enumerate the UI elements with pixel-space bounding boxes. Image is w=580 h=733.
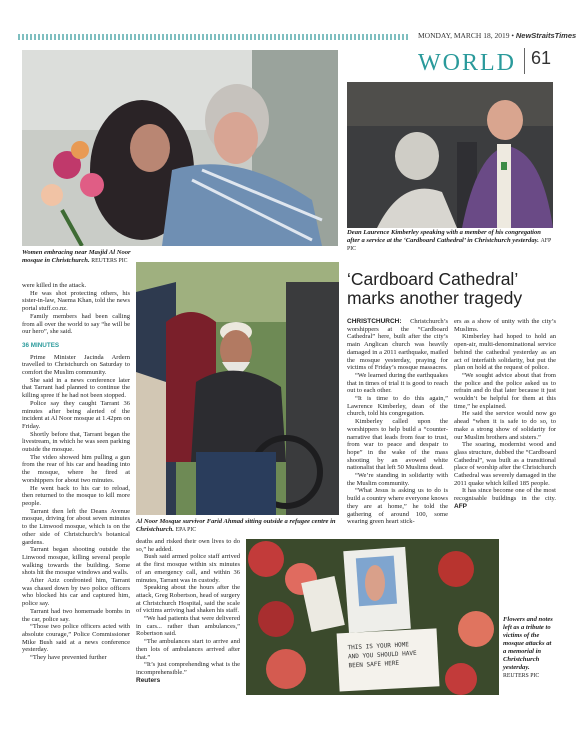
- photo-cathedral-dean: [347, 82, 553, 228]
- subhead-36-minutes: 36 MINUTES: [22, 341, 60, 349]
- photo-survivor: [136, 262, 339, 515]
- left-article-col2: deaths and risked their own lives to do so,” he added. Bush said armed police staff arrived at the first mosque within six minutes of an emergency call, and within 36 minutes, Tarrant was in custody. Speaking about the hours after the attack, Greg Robertson, head of surgery at Christchurch Hospital, said the scale of victims arriving had shaken his staff. “We had patients that were delivered in cars... rather than ambulances,” Robertson said. “The ambulances start to arrive and then lots of ambulances arrived after that.” “It’s just comprehending what is the incomprehensible.” Reuters: [136, 538, 240, 684]
- header-divider: [524, 48, 525, 74]
- photo-memorial-art: [246, 539, 499, 695]
- photo-embracing-women-art: [22, 50, 338, 246]
- memorial-card-text: THIS IS YOUR HOME AND YOU SHOULD HAVE BEEN SAFE HERE: [347, 641, 417, 670]
- right-article-dateline: CHRISTCHURCH:: [347, 318, 402, 325]
- right-article-col1: CHRISTCHURCH: Christchurch’s worshippers at the “Cardboard Cathedral” here, built after the city’s main Anglican church was heavily damaged in a 2011 earthquake, mailed the mosque yesterday, praying for victims of Friday’s mosque massacres. “We learned during the earthquakes that in times of trial it is good to reach out to each other. “It is time to do this again,” Lawrence Kimberley, dean of the church, told his congregation. Kimberley called upon the worshippers to help build a “counter-narrative that leads from fear to trust, from war to peace and despair to hope” in the wake of the mass shooting by an avowed white nationalist that left 50 Muslims dead. “We’re standing in solidarity with the Muslim community. “What Jesus is asking us to do is build a country where everyone knows they are at home,” he told the gathering of around 100, some wearing green heart stick-: [347, 318, 448, 526]
- photo-survivor-art: [136, 262, 339, 515]
- caption-photo2: Dean Laurence Kimberley speaking with a member of his congregation after a service at the ‘Cardboard Cathedral’ in Christchurch yesterday. AFP PIC: [347, 229, 552, 252]
- photo-cathedral-dean-art: [347, 82, 553, 228]
- right-article-col2: ers as a show of unity with the city’s Muslims. Kimberley had hoped to hold an open-air, multi-denominational service behind the cathedral yesterday as an act of interfaith solidarity, but put the plan on hold at the request of police. “We sought advice about that from the police and the police asked us to refrain and do that later because it just wouldn’t be helpful for them at this time,” he explained. He said the service would now go ahead “when it is safe to do so, to make a strong show of solidarity for our Muslim brothers and sisters.” The soaring, modernist wood and glass structure, dubbed the “Cardboard Cathedral”, was built as a transitional place of worship after the Christchurch Cathedral was severely damaged in the 2011 quake which killed 185 people. It has since become one of the most recognisable buildings in the city. AFP: [454, 318, 556, 510]
- header-stripe: [18, 34, 410, 40]
- left-article-col1: were killed in the attack. He was shot protecting others, his sister-in-law, Naema Khan, told the news portal stuff.co.nz. Family members had been calling from all over the world to say “he will be our hero”, she said. 36 MINUTES Prime Minister Jacinda Ardern travelled to Christchurch on Saturday to comfort the Muslim community. She said in a news conference later that Tarrant had planned to continue the killing spree if he had not been stopped. Police say they caught Tarrant 36 minutes after being alerted of the incident at Al Noor mosque at 1.42pm on Friday. Shortly before that, Tarrant began the livestream, in which he was seen parking outside the mosque. The video showed him pulling a gun from the rear of his car and heading into the mosque, where he fired at worshippers for about two minutes. He went back to his car to reload, then returned to the mosque to kill more people. Tarrant then left the Deans Avenue mosque, driving for about seven minutes to the Linwood mosque, which is on the other side of Christchurch’s botanical gardens. Tarrant began shooting outside the Linwood mosque, killing several people walking towards the building. Some shots hit the mosque windows and walls. After Aziz confronted him, Tarrant was chased down by two police officers who blocked his car and captured him, police say. Tarrant had two homemade bombs in the car, police say. “Those two police officers acted with absolute courage,” Police Commissioner Mike Bush said at a news conference yesterday. “They have prevented further: [22, 282, 130, 662]
- left-article-signoff: Reuters: [136, 676, 161, 684]
- caption-photo1: Women embracing near Masjid Al Noor mosque in Christchurch. REUTERS PIC: [22, 249, 131, 264]
- section-title: WORLD: [418, 50, 516, 76]
- photo-embracing-women: [22, 50, 338, 246]
- paper-name: NewStraitsTimes: [515, 31, 577, 40]
- right-article-signoff: AFP: [454, 502, 467, 510]
- caption-photo3: Al Noor Mosque survivor Farid Ahmad sitting outside a refugee centre in Christchurch. EPA PIC: [136, 518, 336, 533]
- photo-memorial: [246, 539, 499, 695]
- issue-date: MONDAY, MARCH 18, 2019: [418, 31, 510, 40]
- dateline: MONDAY, MARCH 18, 2019 • NewStraitsTimes: [418, 31, 577, 40]
- page-number: 61: [531, 48, 552, 68]
- caption-photo4: Flowers and notes left as a tribute to victims of the mosque attacks at a memorial in Christchurch yesterday. REUTERS PIC: [503, 616, 553, 679]
- right-article-headline: ‘Cardboard Cathedral’ marks another tragedy: [347, 269, 523, 308]
